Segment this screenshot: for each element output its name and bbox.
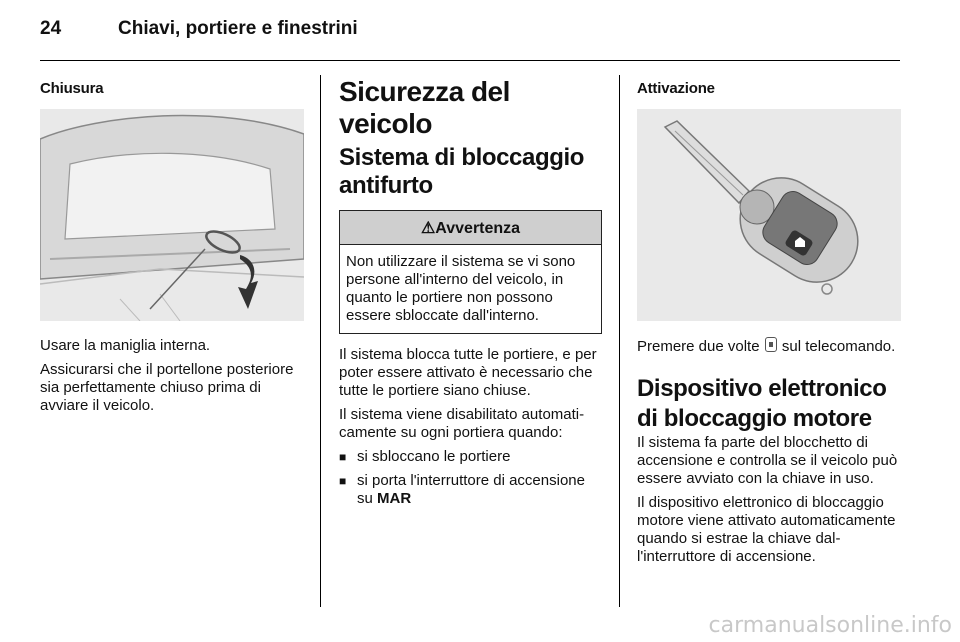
section-heading-chiusura: Chiusura xyxy=(40,80,104,97)
warning-box xyxy=(339,210,602,334)
paragraph: Usare la maniglia interna. xyxy=(40,337,211,354)
list-item-bold: MAR xyxy=(377,490,412,507)
subsection-title-antitheft: Sistema di bloccaggio antifurto xyxy=(339,144,584,199)
warning-body: Non utilizzare il sistema se vi sono persone all'interno del veicolo, in quanto le portiere non possono essere sbloccate dall'interno. xyxy=(346,253,576,324)
lock-button-icon xyxy=(765,337,777,352)
paragraph: Il sistema fa parte del blocchetto di accensione e controlla se il veicolo può essere avviato con la chiave in uso. xyxy=(637,434,898,487)
header-rule xyxy=(40,60,900,61)
page-number: 24 xyxy=(40,18,62,39)
column-separator-1 xyxy=(320,75,321,607)
section-title-vehicle-security: Sicurezza del veicolo xyxy=(339,76,510,139)
paragraph: Il dispositivo elettronico di bloccaggio motore viene attivato automaticamente quando si estrae la chiave dall'interruttore di accensione. xyxy=(637,494,896,565)
key-fob-illustration xyxy=(637,109,901,321)
list-item: ■ si sbloccano le portiere xyxy=(339,448,602,466)
paragraph: Il sistema viene disabilitato automaticamente su ogni portiera quando: xyxy=(339,406,585,441)
warning-triangle-icon: ⚠ xyxy=(420,220,436,237)
warning-title: Avvertenza xyxy=(435,220,521,237)
column-middle xyxy=(339,70,602,514)
bullet-list xyxy=(339,448,602,508)
paragraph-text: Premere due volte xyxy=(637,338,764,355)
chapter-title: Chiavi, portiere e finestrini xyxy=(118,18,358,39)
section-title-immobilizer: Dispositivo elettronico di bloccaggio motore xyxy=(637,375,887,432)
list-item xyxy=(339,472,602,508)
watermark: carmanualsonline.info xyxy=(708,613,952,638)
paragraph: Il sistema blocca tutte le portiere, e per poter essere attivato è necessario che tutte le portiere siano chiuse. xyxy=(339,346,597,399)
section-heading-attivazione: Attivazione xyxy=(637,80,715,97)
list-item-text: si porta l'interruttore di accensione su xyxy=(357,472,585,507)
paragraph: Assicurarsi che il portellone posteriore sia perfettamente chiuso prima di avviare il veicolo. xyxy=(40,361,294,414)
warning-header xyxy=(340,211,601,245)
column-separator-2 xyxy=(619,75,620,607)
column-right xyxy=(637,70,901,572)
tailgate-illustration xyxy=(40,109,304,321)
column-left xyxy=(40,70,304,421)
paragraph-text: sul telecomando. xyxy=(777,338,896,355)
paragraph xyxy=(637,337,901,356)
